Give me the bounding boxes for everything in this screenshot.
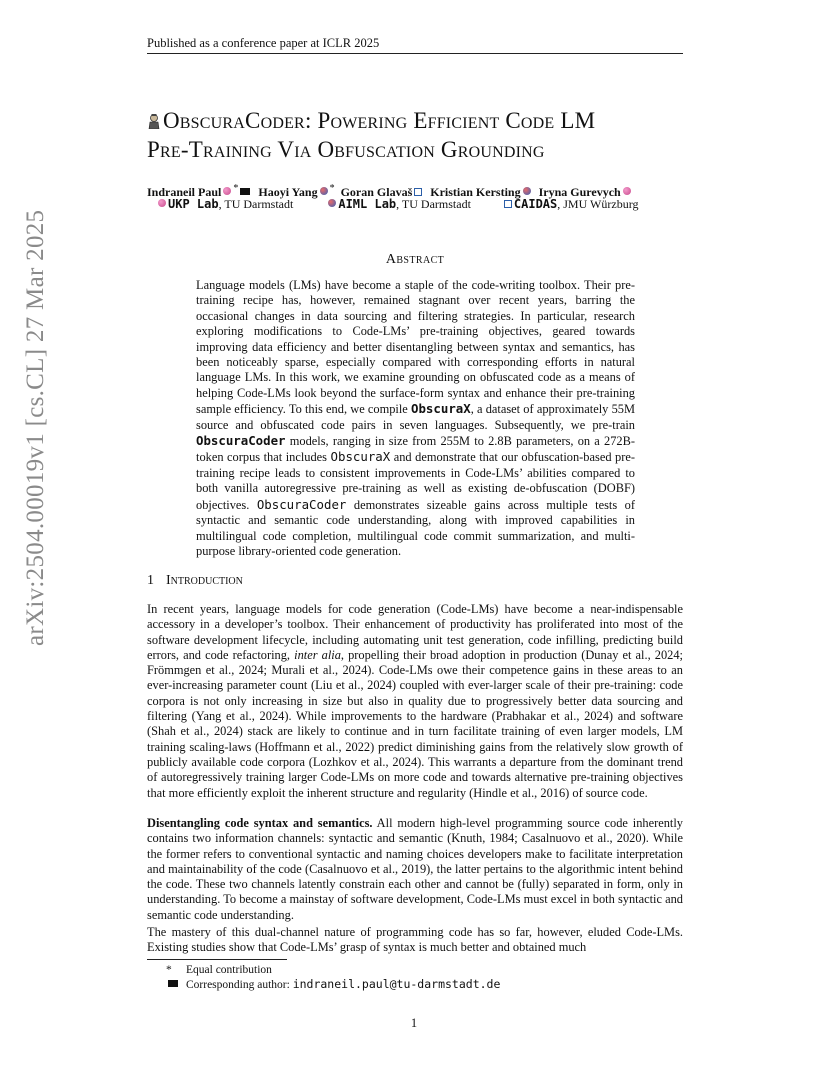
affil-caidas-code: CAIDAS <box>513 197 558 211</box>
title-line1-rest: : Powering Efficient Code LM <box>304 108 596 133</box>
abstract-text: and demonstrate that our obfuscation-based pre-training recipe leads to consistent improvements in Code-LMs’ abilities compared to both vanilla autoregressive pre-training as well as existing de-obfuscation (DOBF) objectives. <box>196 450 635 512</box>
obscuracoder-logo-icon <box>147 107 161 123</box>
model-name: ObscuraCoder <box>256 496 347 512</box>
abstract-text: , a dataset of approximately 55M source and obfuscated code pairs in seven languages. Subsequently, we pre-train <box>196 402 635 432</box>
aiml-logo-icon <box>523 187 531 195</box>
author-name: Indraneil Paul <box>147 185 222 199</box>
caidas-logo-icon <box>504 200 512 208</box>
author-name: Haoyi Yang <box>258 185 318 199</box>
affil-ukp-inst: , TU Darmstadt <box>218 197 294 211</box>
paragraph-text: All modern high-level programming source code inherently contains two information channels: syntactic and semantic (Knuth, 1984; Casalnuovo et al., 2020). While the former refers to conventional syntactic and naming choices developers make to facilitate interpretation and maintainability of the code (Casalnuovo et al., 2019), the latter pertains to the algorithmic intent behind the code. These two channels latently constrain each other and cannot be (fully) separated in form, only in understanding. To become a mainstay of software development, Code-LMs must excel in both syntactic and semantic code understanding. <box>147 816 683 922</box>
abstract-body <box>196 278 635 559</box>
affil-caidas-inst: , JMU Würzburg <box>557 197 639 211</box>
affil-ukp-code: UKP Lab <box>168 197 219 211</box>
paragraph-text: In recent years, language models for code generation (Code-LMs) have become a near-indispensable accessory in a developer’s toolbox. Their enhancement of productivity has proliferated into most of the software development lifecycle, including automating unit test generation, code infilling, predicting build errors, and code refactoring, <box>147 602 683 662</box>
page-number: 1 <box>410 1016 418 1030</box>
italic-phrase: inter alia <box>294 647 341 662</box>
abstract-text: Language models (LMs) have become a staple of the code-writing toolbox. Their pre-training recipe has, however, remained stagnant over recent years, barring the occasional changes in data sourcing and filtering strategies. In particular, research exploring modifications to Code-LMs’ pre-training objectives, geared towards improving data efficiency and better disentangling between syntax and semantics, has been noticeably sparse, especially compared with corresponding efforts in natural language LMs. In this work, we examine grounding on obfuscated code as a means of helping Code-LMs look beyond the surface-form syntax and enhance their pre-training sample efficiency. To this end, we compile <box>196 278 635 417</box>
arxiv-stamp-text: arXiv:2504.00019v1 [cs.CL] 27 Mar 2025 <box>22 209 49 646</box>
aiml-logo-icon <box>328 199 336 207</box>
abstract-text: demonstrates sizeable gains across multiple tests of syntactic and semantic code understanding, along with improved capabilities in multilingual code completion, multilingual code commit summarization, and multi-purpose library-oriented code generation. <box>196 497 635 558</box>
intro-paragraph <box>147 602 683 801</box>
abstract-text: models, ranging in size from 255M to 2.8B parameters, on a 272B-token corpus that includes <box>196 434 635 465</box>
ukp-logo-icon <box>223 187 231 195</box>
envelope-icon <box>168 980 178 987</box>
paragraph-text: , propelling their broad adoption in production (Dunay et al., 2024; Frömmgen et al., 2024; Murali et al., 2024). Code-LMs owe their competence gains in these areas to an ever-increasing parameter count (Liu et al., 2024) coupled with ever-larger scale of their pre-training: code corpora is not only increasing in size but also in quality due to progressively better data sourcing and filtering (Yang et al., 2024). While improvements to the hardware (Prabhakar et al., 2024) and software (Shah et al., 2024) stack are likely to continue and in turn facilitate training of even larger models, LM training scaling-laws (Hoffmann et al., 2022) predict diminishing gains from the relatively slow growth of publicly available code corpora (Lozhkov et al., 2024). This warrants a departure from the dominant trend of autoregressively training larger Code-LMs on more code and towards alternative pre-training objectives that more efficiently exploit the inherent structure and regularity (Hindle et al., 2016) of source code. <box>147 647 683 800</box>
footnote-text: Corresponding author: <box>186 979 293 991</box>
model-name: ObscuraCoder <box>196 433 286 449</box>
paper-title <box>147 106 707 164</box>
title-name: ObscuraCoder <box>163 108 305 133</box>
abstract-heading: Abstract <box>385 252 445 267</box>
ukp-logo-icon <box>158 199 166 207</box>
affiliations <box>147 197 687 212</box>
footnote-corresponding <box>166 977 686 992</box>
author-name: Goran Glavaš <box>340 185 413 199</box>
header-rule <box>147 53 683 54</box>
title-line2: Pre-Training Via Obfuscation Grounding <box>147 137 545 162</box>
author-name: Kristian Kersting <box>430 185 521 199</box>
envelope-icon <box>240 188 250 195</box>
author-name: Iryna Gurevych <box>538 185 621 199</box>
syntax-semantics-paragraph <box>147 816 683 923</box>
dataset-name: ObscuraX <box>330 449 391 465</box>
caidas-logo-icon <box>414 188 422 196</box>
footnote-text: Equal contribution <box>186 964 272 976</box>
dataset-name: ObscuraX <box>411 401 471 417</box>
paragraph-heading: Disentangling code syntax and semantics. <box>147 816 373 830</box>
section-title: Introduction <box>166 573 243 588</box>
corresponding-email: indraneil.paul@tu-darmstadt.de <box>292 977 501 991</box>
aiml-logo-icon <box>320 187 328 195</box>
dual-channel-paragraph: The mastery of this dual-channel nature of programming code has so far, however, eluded Code-LMs. Existing studies show that Code-LMs’ grasp of syntax is much better and obtained much <box>147 925 683 955</box>
section-heading <box>147 573 243 589</box>
arxiv-stamp <box>22 209 49 646</box>
footnote-mark: * <box>166 964 172 976</box>
footnote-rule <box>147 959 287 960</box>
equal-contrib-mark: * <box>329 183 335 194</box>
section-number: 1 <box>147 573 154 588</box>
running-head: Published as a conference paper at ICLR 2025 <box>147 36 380 50</box>
ukp-logo-icon <box>623 187 631 195</box>
affil-aiml-inst: , TU Darmstadt <box>396 197 471 211</box>
footnote-equal <box>166 963 686 977</box>
equal-contrib-mark: * <box>233 183 239 194</box>
affil-aiml-code: AIML Lab <box>338 197 397 211</box>
